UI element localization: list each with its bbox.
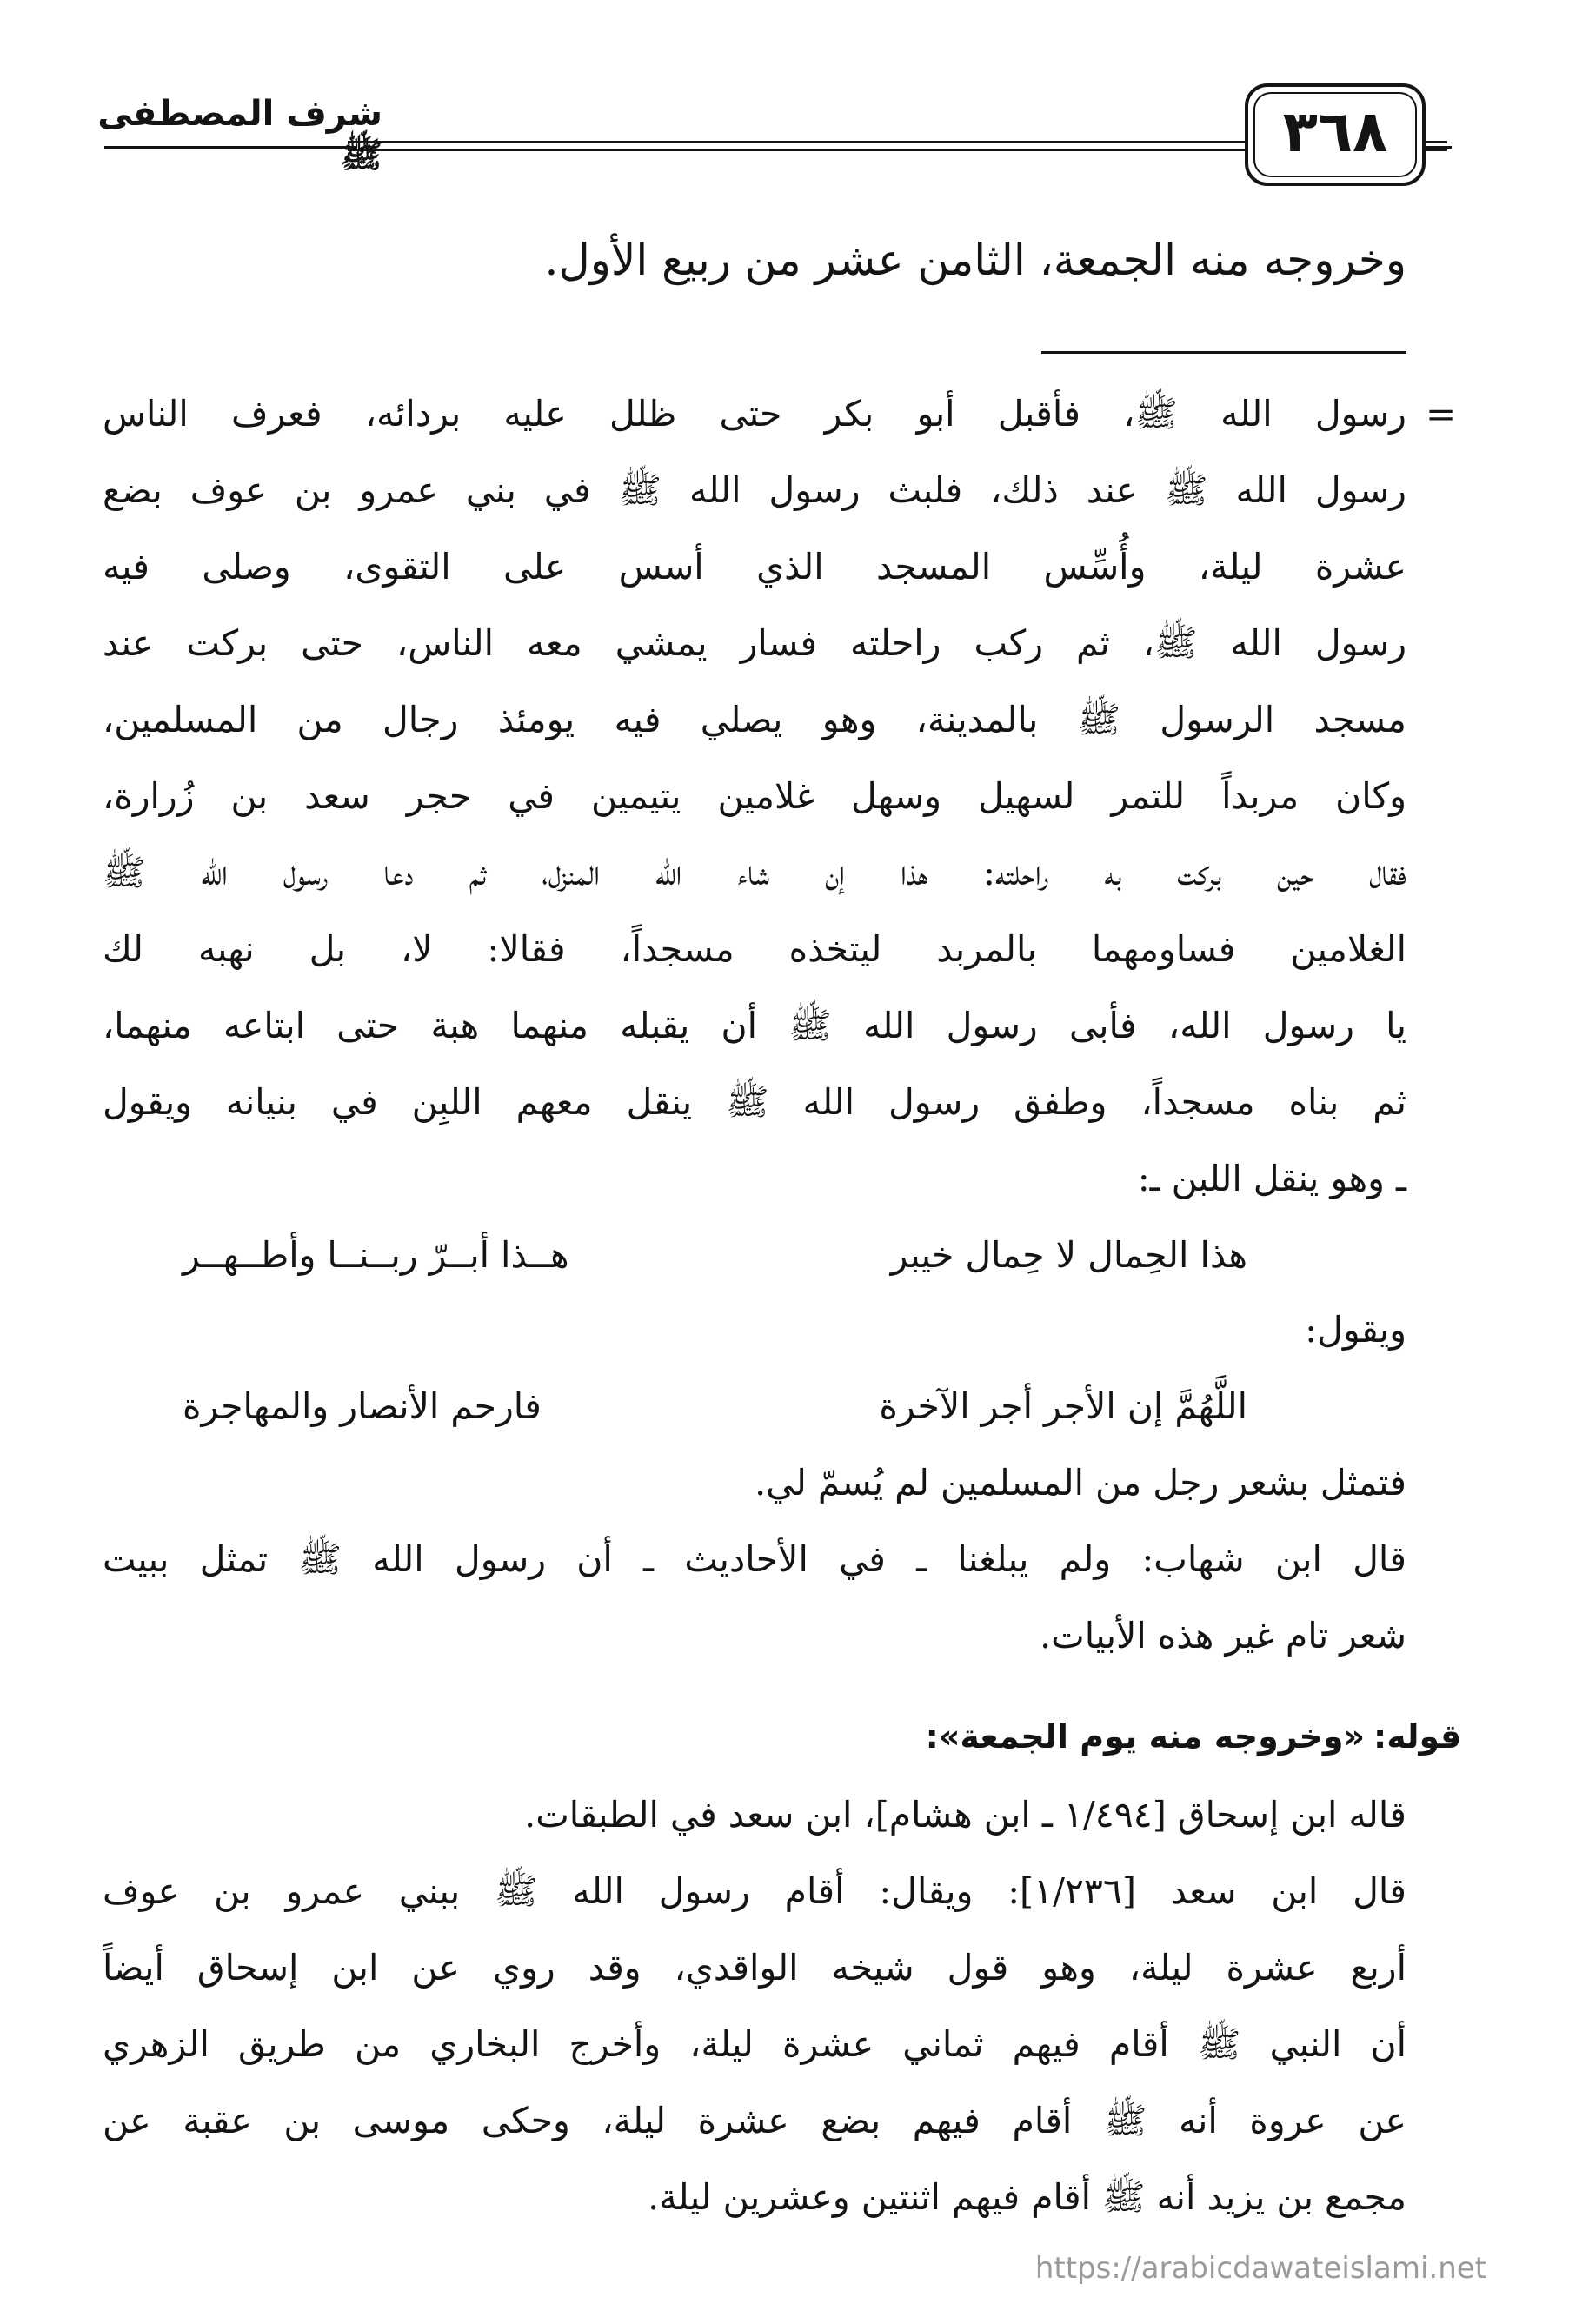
commentary-line: قال ابن شهاب: ولم يبلغنا ـ في الأحاديث ـ أن رسول الله ﷺ تمثل ببيت xyxy=(103,1538,1406,1580)
verse-hemistich: هذا الحِمال لا حِمال خيبر xyxy=(890,1234,1247,1276)
page-number: ٣٦٨ xyxy=(1282,97,1388,165)
commentary-line: ـ وهو ينقل اللبن ـ: xyxy=(1137,1158,1406,1199)
section-line: قاله ابن إسحاق [١/٤٩٤ ـ ابن هشام]، ابن سعد في الطبقات. xyxy=(524,1794,1406,1836)
watermark: https://arabicdawateislami.net xyxy=(1034,2251,1486,2286)
commentary-line: يا رسول الله، فأبى رسول الله ﷺ أن يقبله منهما هبة حتى ابتاعه منهما، xyxy=(103,1005,1406,1046)
commentary-line: فتمثل بشعر رجل من المسلمين لم يُسمّ لي. xyxy=(755,1462,1406,1504)
footnote-separator xyxy=(1041,351,1406,354)
section-line: أربع عشرة ليلة، وهو قول شيخه الواقدي، وقد روي عن ابن إسحاق أيضاً xyxy=(103,1947,1406,1989)
verse-hemistich: اللَّهُمَّ إن الأجر أجر الآخرة xyxy=(879,1385,1247,1427)
commentary-line: ثم بناه مسجداً، وطفق رسول الله ﷺ ينقل معهم اللبِن في بنيانه ويقول xyxy=(103,1081,1406,1123)
section-line: مجمع بن يزيد أنه ﷺ أقام فيهم اثنتين وعشرين ليلة. xyxy=(648,2176,1406,2218)
commentary-line: رسول الله ﷺ، فأقبل أبو بكر حتى ظلل عليه بردائه، فعرف الناس xyxy=(103,393,1406,435)
commentary-line: شعر تام غير هذه الأبيات. xyxy=(1040,1615,1406,1657)
commentary-line: رسول الله ﷺ، ثم ركب راحلته فسار يمشي معه الناس، حتى بركت عند xyxy=(103,622,1406,664)
commentary-line: فقال حين بركت به راحلته: هذا إن شاء الله المنزل، ثم دعا رسول الله ﷺ xyxy=(103,852,1406,893)
section-line: أن النبي ﷺ أقام فيهم ثماني عشرة ليلة، وأخرج البخاري من طريق الزهري xyxy=(103,2023,1406,2065)
continuation-mark: = xyxy=(1426,393,1457,435)
commentary-line: مسجد الرسول ﷺ بالمدينة، وهو يصلي فيه يومئذ رجال من المسلمين، xyxy=(103,699,1406,740)
running-title: شرف المصطفى ﷺ xyxy=(97,94,382,176)
commentary-line: عشرة ليلة، وأُسِّس المسجد الذي أسس على التقوى، وصلى فيه xyxy=(103,546,1406,588)
section-line: قال ابن سعد [١/٢٣٦]: ويقال: أقام رسول الله ﷺ ببني عمرو بن عوف xyxy=(103,1870,1407,1912)
page-number-box xyxy=(1245,83,1426,186)
commentary-line: وكان مربداً للتمر لسهيل وسهل غلامين يتيمين في حجر سعد بن زُرارة، xyxy=(103,775,1406,817)
section-line: عن عروة أنه ﷺ أقام فيهم بضع عشرة ليلة، وحكى موسى بن عقبة عن xyxy=(103,2100,1406,2141)
verse-hemistich: فارحم الأنصار والمهاجرة xyxy=(183,1385,542,1427)
section-label: قوله: xyxy=(1373,1717,1462,1756)
verse-hemistich: هــذا أبــرّ ربــنــا وأطــهــر xyxy=(183,1234,569,1276)
commentary-line: الغلامين فساومهما بالمربد ليتخذه مسجداً، فقالا: لا، بل نهبه لك xyxy=(103,928,1406,970)
section-quote: «وخروجه منه يوم الجمعة»: xyxy=(925,1717,1365,1756)
commentary-line: رسول الله ﷺ عند ذلك، فلبث رسول الله ﷺ في بني عمرو بن عوف بضع xyxy=(103,469,1406,511)
main-text-line: وخروجه منه الجمعة، الثامن عشر من ربيع الأول. xyxy=(544,235,1406,285)
commentary-line: ويقول: xyxy=(1305,1309,1406,1351)
